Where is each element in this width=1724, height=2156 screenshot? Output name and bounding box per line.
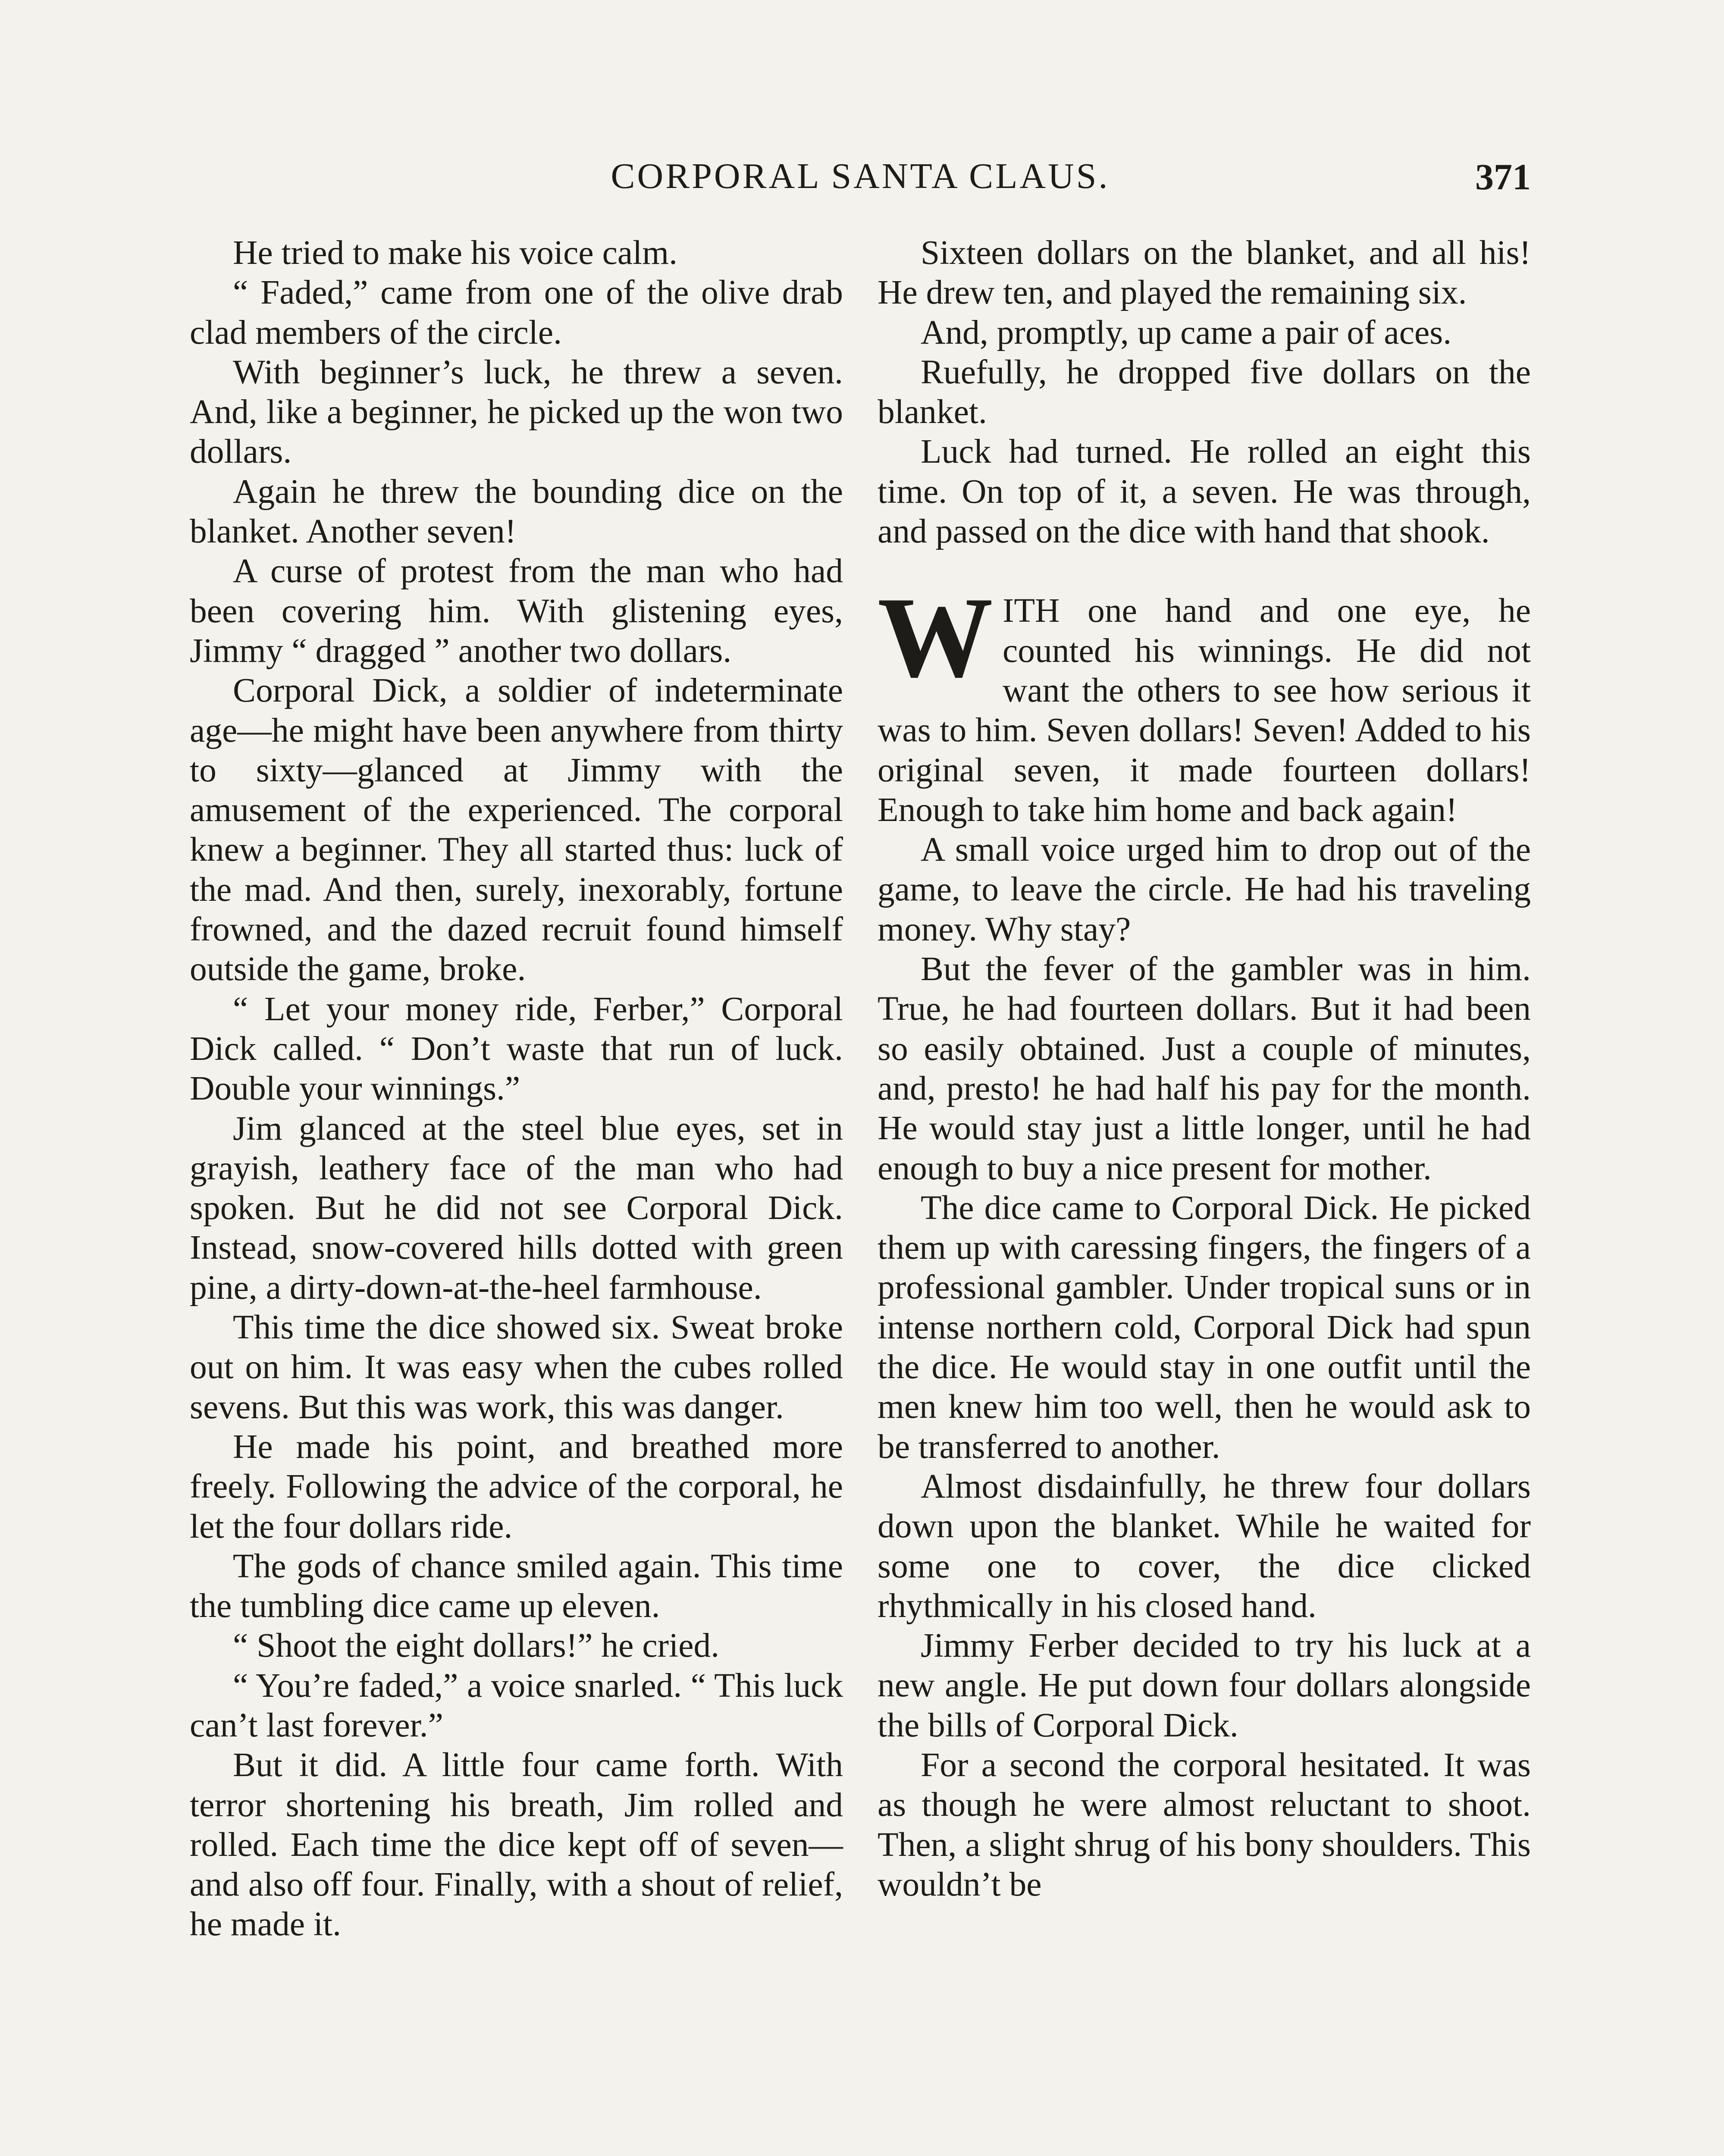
paragraph: “ You’re faded,” a voice snarled. “ This luck can’t last forever.” [190,1666,843,1744]
paragraph: A small voice urged him to drop out of the game, to leave the circle. He had his traveling money. Why stay? [878,830,1531,948]
page-number: 371 [1475,156,1531,197]
paragraph: The gods of chance smiled again. This time the tumbling dice came up eleven. [190,1547,843,1625]
paragraph: With beginner’s luck, he threw a seven. And, like a beginner, he picked up the won two dollars. [190,353,843,471]
paragraph: “ Let your money ride, Ferber,” Corporal Dick called. “ Don’t waste that run of luck. Double your winnings.” [190,990,843,1108]
paragraph: Luck had turned. He rolled an eight this time. On top of it, a seven. He was through, and passed on the dice with hand that shook. [878,432,1531,551]
page-header [190,155,1531,207]
paragraph: Almost disdainfully, he threw four dollars down upon the blanket. While he waited for some one to cover, the dice clicked rhythmically in his closed hand. [878,1467,1531,1625]
paragraph: Corporal Dick, a soldier of indeterminate age—he might have been anywhere from thirty to sixty—glanced at Jimmy with the amusement of the experienced. The corporal knew a beginner. They all started thus: luck of the mad. And then, surely, inexorably, fortune frowned, and the dazed recruit found himself outside the game, broke. [190,671,843,988]
left-column [190,233,843,1944]
paragraph: This time the dice showed six. Sweat broke out on him. It was easy when the cubes rolled sevens. But this was work, this was danger. [190,1308,843,1426]
paragraph: The dice came to Corporal Dick. He picked them up with caressing fingers, the fingers of a professional gambler. Under tropical suns or in intense northern cold, Corporal Dick had spun the dice. He would stay in one outfit until the men knew him too well, then he would ask to be transferred to another. [878,1188,1531,1466]
paragraph: But it did. A little four came forth. With terror shortening his breath, Jim rolled and rolled. Each time the dice kept off of seven—and also off four. Finally, with a shout of relief, he made it. [190,1746,843,1943]
paragraph: A curse of protest from the man who had been covering him. With glistening eyes, Jimmy “ dragged ” another two dollars. [190,552,843,670]
paragraph: Jim glanced at the steel blue eyes, set in grayish, leathery face of the man who had spoken. But he did not see Corporal Dick. Instead, snow-covered hills dotted with green pine, a dirty-down-at-the-heel farmhouse. [190,1109,843,1307]
paragraph: For a second the corporal hesitated. It was as though he were almost reluctant to shoot. Then, a slight shrug of his bony shoulders. This wouldn’t be [878,1745,1531,1903]
paragraph: He tried to make his voice calm. [233,234,677,272]
section-start [878,573,1531,830]
paragraph: ITH one hand and one eye, he counted his winnings. He did not want the others to see how serious it was to him. Seven dollars! Seven! Added to his original seven, it made fourteen dollars! Enough to take him home and back again! [878,592,1531,829]
paragraph: But the fever of the gambler was in him. True, he had fourteen dollars. But it had been so easily obtained. Just a couple of minutes, and, presto! he had half his pay for the month. He would stay just a little longer, until he had enough to buy a nice present for mother. [878,950,1531,1187]
paragraph: Jimmy Ferber decided to try his luck at a new angle. He put down four dollars alongside the bills of Corporal Dick. [878,1626,1531,1744]
right-column [878,233,1531,1904]
paragraph: Again he threw the bounding dice on the blanket. Another seven! [190,472,843,551]
drop-cap: W [878,573,993,702]
paragraph: “ Faded,” came from one of the olive drab clad members of the circle. [190,273,843,351]
paragraph: Sixteen dollars on the blanket, and all his! He drew ten, and played the remaining six. [878,234,1531,312]
paragraph: And, promptly, up came a pair of aces. [921,313,1452,351]
paragraph: “ Shoot the eight dollars!” he cried. [233,1626,720,1665]
running-head: CORPORAL SANTA CLAUS. [611,156,1110,196]
paragraph: He made his point, and breathed more freely. Following the advice of the corporal, he let the four dollars ride. [190,1427,843,1545]
paragraph: Ruefully, he dropped five dollars on the blanket. [878,353,1531,431]
